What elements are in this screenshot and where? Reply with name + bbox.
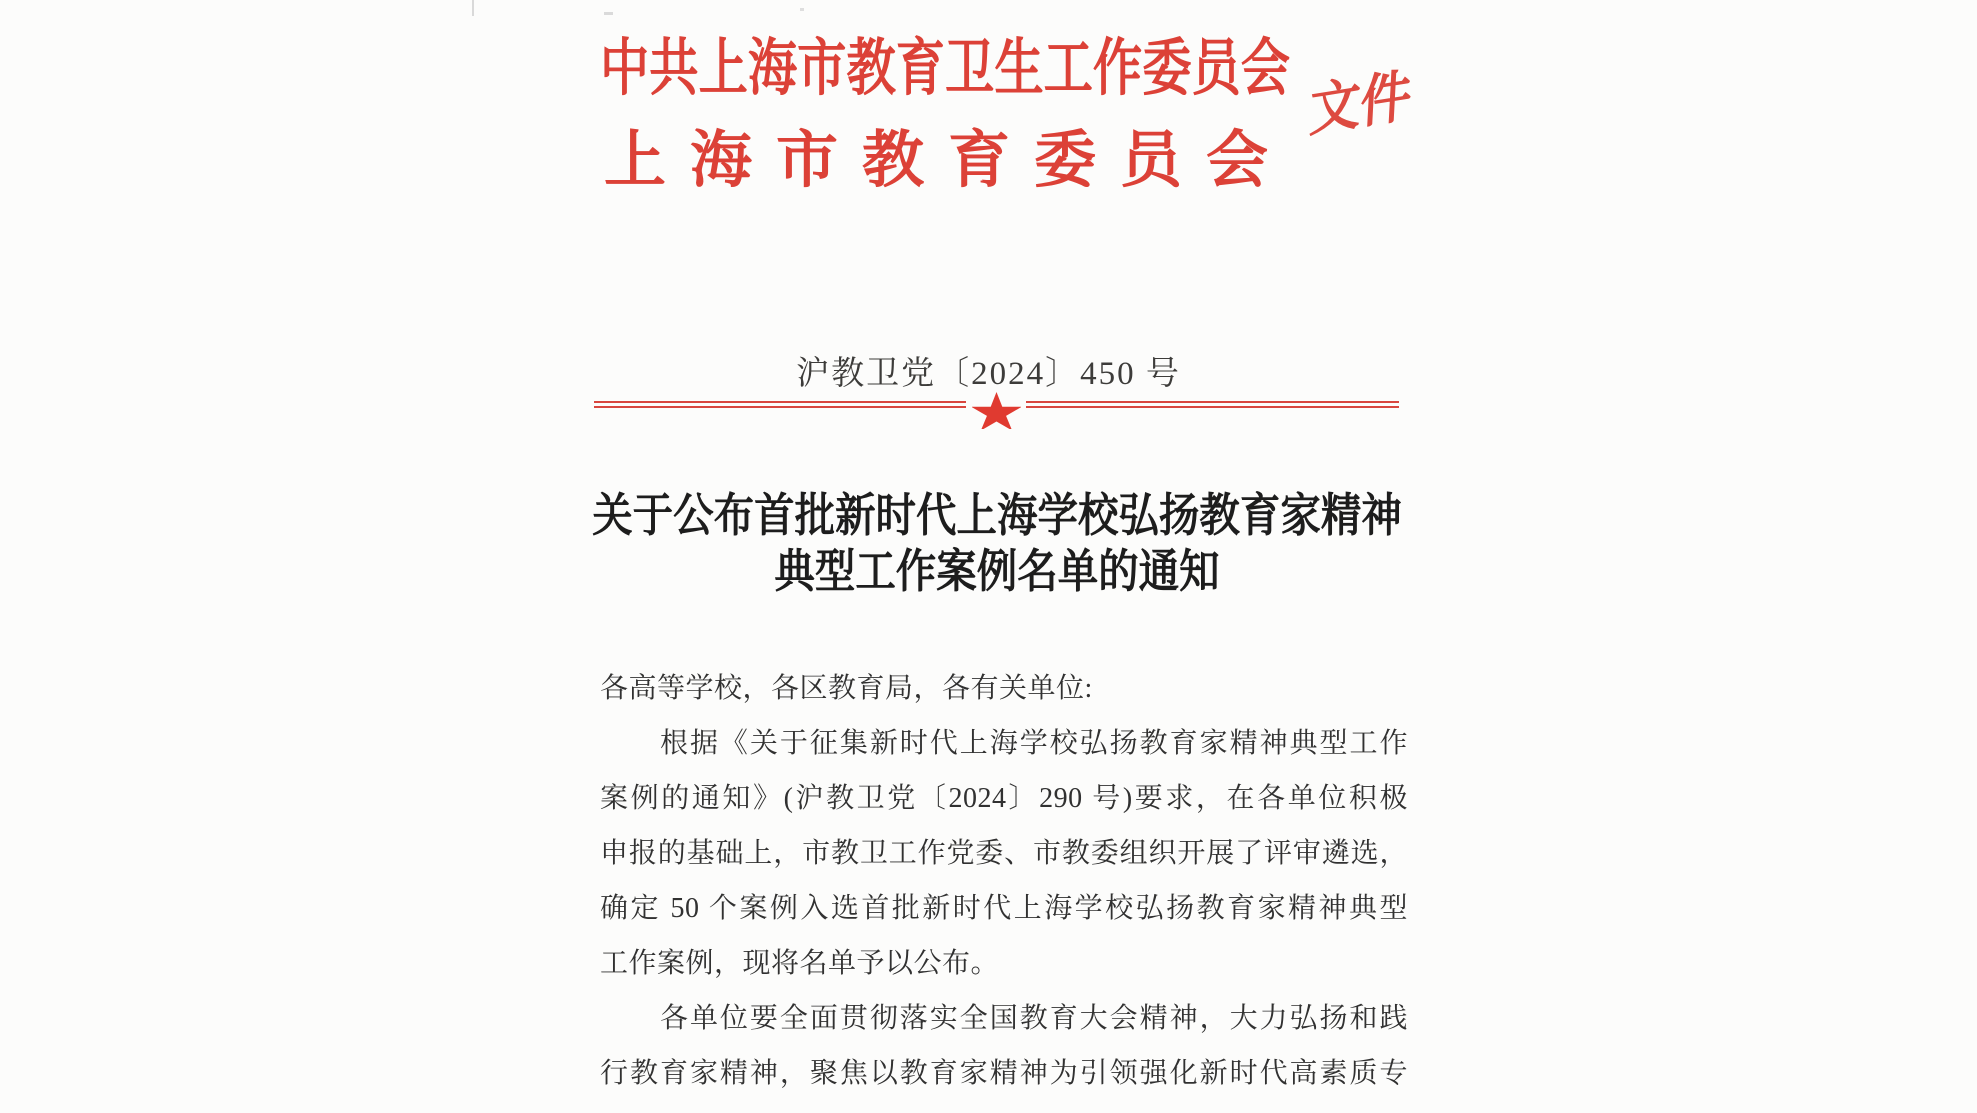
document-type-label: 文件	[1307, 64, 1414, 145]
red-rule-right	[1026, 401, 1399, 408]
body-text-line: 各高等学校，各区教育局，各有关单位:	[600, 673, 1093, 704]
document-body	[600, 661, 1408, 1101]
document-title-line2: 典型工作案例名单的通知	[774, 546, 1220, 597]
letterhead-org-line2: 上海市教育委员会	[604, 127, 1293, 195]
document-title-line1: 关于公布首批新时代上海学校弘扬教育家精神	[592, 490, 1402, 541]
scan-artifact-line	[472, 0, 474, 16]
document-title	[487, 488, 1507, 600]
scan-artifact-speck	[800, 8, 804, 11]
red-rule-left	[594, 401, 966, 408]
letterhead-org-line1: 中共上海市教育卫生工作委员会	[600, 35, 1291, 103]
body-text-line: 根据《关于征集新时代上海学校弘扬教育家精神典型工作	[600, 728, 1408, 759]
body-text-line: 申报的基础上，市教卫工作党委、市教委组织开展了评审遴选，	[600, 838, 1408, 869]
body-text-line: 各单位要全面贯彻落实全国教育大会精神，大力弘扬和践	[600, 1003, 1408, 1034]
body-text-line: 确定 50 个案例入选首批新时代上海学校弘扬教育家精神典型	[600, 893, 1408, 924]
document-number: 沪教卫党〔2024〕450 号	[796, 356, 1181, 392]
red-star-icon	[972, 392, 1021, 429]
scan-artifact-dash	[604, 12, 613, 15]
body-text-line: 工作案例，现将名单予以公布。	[600, 948, 1000, 979]
body-text-line: 行教育家精神，聚焦以教育家精神为引领强化新时代高素质专	[600, 1058, 1408, 1089]
body-text-line: 案例的通知》(沪教卫党〔2024〕290 号)要求，在各单位积极	[600, 783, 1408, 814]
